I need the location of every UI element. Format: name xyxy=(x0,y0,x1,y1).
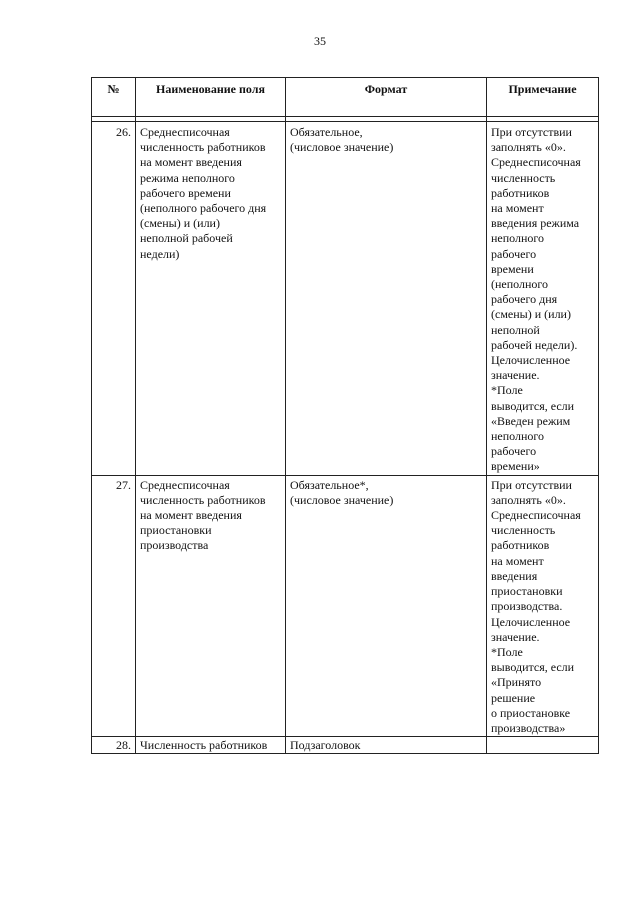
table-row xyxy=(92,475,599,736)
fields-table xyxy=(91,77,599,754)
row-number: 27. xyxy=(92,475,136,736)
header-note: Примечание xyxy=(487,78,599,117)
field-note xyxy=(487,737,599,754)
table-row xyxy=(92,122,599,476)
table-row xyxy=(92,737,599,754)
field-format: Подзаголовок xyxy=(286,737,487,754)
field-name: Численность работников xyxy=(136,737,286,754)
row-number: 28. xyxy=(92,737,136,754)
row-number: 26. xyxy=(92,122,136,476)
field-note: При отсутствии заполнять «0». Среднесписочная численность работников на момент введения режима неполного рабочего времени (неполного рабочего дня (смены) и (или) неполной рабочей недели). Целочисленное значение. *Поле выводится, если «Введен режим неполного рабочего времени» xyxy=(487,122,599,476)
field-format: Обязательное, (числовое значение) xyxy=(286,122,487,476)
header-name: Наименование поля xyxy=(136,78,286,117)
field-format: Обязательное*, (числовое значение) xyxy=(286,475,487,736)
field-name: Среднесписочная численность работников на момент введения приостановки производства xyxy=(136,475,286,736)
header-format: Формат xyxy=(286,78,487,117)
field-name: Среднесписочная численность работников на момент введения режима неполного рабочего времени (неполного рабочего дня (смены) и (или) неполной рабочей недели) xyxy=(136,122,286,476)
page-number: 35 xyxy=(314,34,326,48)
table-header-row xyxy=(92,78,599,117)
field-note: При отсутствии заполнять «0». Среднесписочная численность работников на момент введения приостановки производства. Целочисленное значение. *Поле выводится, если «Принято решение о приостановке производства» xyxy=(487,475,599,736)
header-num: № xyxy=(92,78,136,117)
